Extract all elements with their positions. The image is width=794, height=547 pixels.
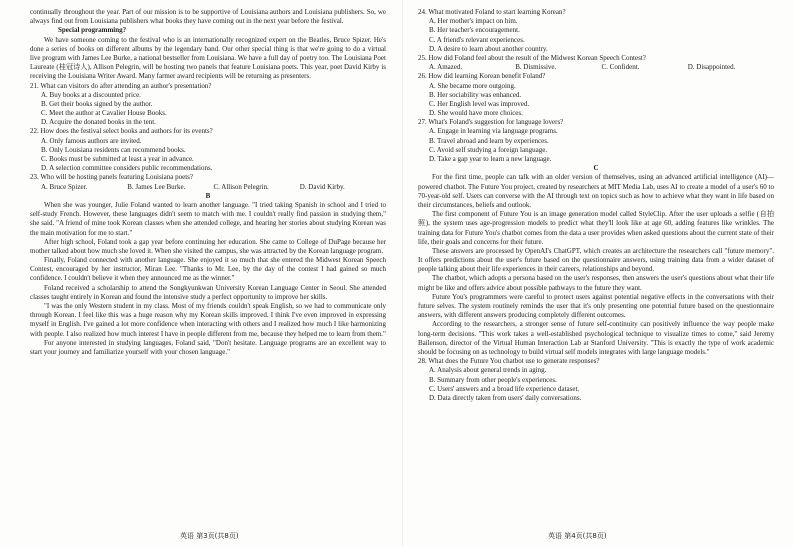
answer-option[interactable]: B. Only Louisiana residents can recommend books. xyxy=(41,145,186,154)
answer-option[interactable]: B. Travel abroad and learn by experiences. xyxy=(429,136,549,145)
answer-options-row xyxy=(30,183,386,192)
passage-c-paragraph: Future You's programmers were careful to protect users against potential negative effects in the conversations with their future selves. The system routinely reminds the user that it's only presenting one potential future based on the questionnaire answers, with different answers producing completely different outcomes. xyxy=(418,292,774,320)
passage-a-paragraph: continually throughout the year. Part of our mission is to be supportive of Louisiana authors and Louisiana publishers. So, we always find out from Louisiana publishers what books they have coming out in the next year before the festival. xyxy=(30,8,386,26)
passage-b-paragraph: Finally, Foland connected with another language. She enjoyed it so much that she entered the Midwest Korean Speech Contest, encouraged by her instructor, Miran Lee. "Thanks to Mr. Lee, by the day of the contest I had gained so much confidence. I couldn't believe it when they announced me as the winner." xyxy=(30,256,386,283)
answer-option[interactable]: C. Books must be submitted at least a year in advance. xyxy=(41,155,194,163)
passage-b-paragraph: "I was the only Western student in my class. Most of my friends couldn't speak English, so we had to communicate only through Korean. I feel like this was a huge reason why my Korean skills improved. I think I've even improved in expressing myself in English. I've gained a lot more confidence when interacting with others and I realized how much I like harmonizing with people. I also realized how much interest I have in people different from me, because they helped me to learn from them." xyxy=(30,302,386,338)
answer-option[interactable]: D. Data directly taken from users' daily conversations. xyxy=(429,393,582,402)
answer-option[interactable]: C. Meet the author at Cavalier House Books. xyxy=(41,109,167,118)
answer-option[interactable]: A. Engage in learning via language programs. xyxy=(429,127,558,136)
answer-option[interactable]: D. A desire to learn about another country. xyxy=(429,44,548,53)
passage-c-paragraph: The chatbot, which adopts a persona based on the user's responses, then answers the user's questions about what their life might be like and offers advice about possible pathways to the future they want. xyxy=(418,274,774,292)
answer-option[interactable]: A. Buy books at a discounted price. xyxy=(41,90,141,99)
answer-option[interactable]: B. James Lee Burke. xyxy=(127,182,186,191)
answer-option[interactable]: B. Her teacher's encouragement. xyxy=(429,26,520,35)
answer-option[interactable]: C. Users' answers and a broad life experience dataset. xyxy=(429,384,580,393)
answer-option[interactable]: B. Summary from other people's experiences. xyxy=(429,375,557,384)
right-text-block xyxy=(418,8,774,403)
page-gutter xyxy=(402,0,403,547)
question-23: 23. Who will be hosting panels featuring Louisiana poets? xyxy=(30,173,193,182)
passage-b-paragraph: Foland received a scholarship to attend the Songkyunkwan University Korean Language Center in Seoul. She attended classes taught entirely in Korean and found the intensive study a perfect opportunity to improve her skills. xyxy=(30,283,386,301)
passage-c-paragraph: The first component of Future You is an image generation model called StyleClip. After the user uploads a selfie (自拍照), the system uses age-progression models to predict what they'll look like at age 60, adding features like wrinkles. The training data for Future You's chatbot comes from the data a user provides when asked questions about the current state of their life, their goals and concerns for their future. xyxy=(418,210,774,246)
answer-option[interactable]: A. Analysis about general trends in aging. xyxy=(429,366,547,375)
answer-option[interactable]: D. David Kirby. xyxy=(299,182,345,191)
left-page xyxy=(30,8,386,530)
answer-option[interactable]: C. Her English level was improved. xyxy=(429,99,530,108)
answer-option[interactable]: A. Her mother's impact on him. xyxy=(429,17,518,26)
passage-b-paragraph: When she was younger, Julie Foland wanted to learn another language. "I tried taking Spanish in school and I tried to self-study French. However, these languages didn't seem to match with me. I couldn't really find passion in studying them," she said. "A friend of mine took Korean classes when she attended college, and hearing her stories about studying Korean was the main motivation for me to start." xyxy=(30,200,386,237)
question-24: 24. What motivated Foland to start learning Korean? xyxy=(418,8,566,16)
right-page xyxy=(418,8,774,530)
question-28: 28. What does the Future You chatbot use to generate responses? xyxy=(418,357,600,366)
answer-options-row xyxy=(418,63,774,72)
question-22: 22. How does the festival select books and authors for its events? xyxy=(30,127,213,136)
answer-option[interactable]: D. She would have more choices. xyxy=(429,109,523,118)
answer-option[interactable]: A. Only famous authors are invited. xyxy=(41,136,142,145)
question-27: 27. What's Foland's suggestion for language lovers? xyxy=(418,118,564,127)
answer-option[interactable]: A. She became more outgoing. xyxy=(429,81,516,90)
answer-option[interactable]: C. Allison Pelegrin. xyxy=(213,182,269,191)
answer-option[interactable]: D. Disappointed. xyxy=(687,63,736,72)
page-footer-left: 英语 第3页(共8页) xyxy=(180,532,239,540)
section-letter-c: C xyxy=(593,164,599,173)
answer-option[interactable]: B. Her sociability was enhanced. xyxy=(429,90,522,99)
passage-c-paragraph: These answers are processed by OpenAI's ChatGPT, which creates an architecture the researchers call "future memory". It offers predictions about the user's future based on the questionnaire answers, using training data from a wider dataset of people talking about their life experiences in their careers, relationships and beyond. xyxy=(418,246,774,274)
answer-option[interactable]: D. Acquire the donated books in the tent. xyxy=(41,118,156,127)
answer-option[interactable]: B. Get their books signed by the author. xyxy=(41,99,153,108)
question-26: 26. How did learning Korean benefit Foland? xyxy=(418,72,546,81)
answer-option[interactable]: A. Bruce Spizer. xyxy=(41,182,88,191)
answer-option[interactable]: C. Avoid self studying a foreign language. xyxy=(429,145,548,154)
question-21: 21. What can visitors do after attending an author's presentation? xyxy=(30,81,212,90)
answer-option[interactable]: D. Take a gap year to learn a new language. xyxy=(429,155,552,163)
section-heading: Special programming? xyxy=(58,26,127,35)
passage-c-paragraph: According to the researchers, a stronger sense of future self-continuity can positively influence the way people make long-term decisions. "This work takes a well-established psychological technique to visualize times to come," said Jeremy Bailenson, director of the Virtual Human Interaction Lab at Stanford University. "This is exactly the type of work academic should be focusing on as technology to build virtual self models integrates with large language models." xyxy=(418,320,774,356)
left-text-block xyxy=(30,8,386,357)
answer-option[interactable]: A. Amazed. xyxy=(429,63,463,72)
passage-b-paragraph: For anyone interested in studying languages, Foland said, "Don't hesitate. Language programs are an excellent way to start your journey and familiarize yourself with your chosen language." xyxy=(30,338,386,356)
page-footer-right: 英语 第4页(共8页) xyxy=(548,532,607,540)
passage-a-paragraph: We have someone coming to the festival who is an internationally recognized expert on the Beatles, Bruce Spizer. He's done a series of books on different albums by the legendary band. Our other special thing is that we're going to do a virtual live program with James Lee Burke, a national bestseller from Louisiana. We have a full day of poetry too. The Louisiana Poet Laureate (桂冠诗人), Allison Pelegrin, will be hosting two panels that feature Louisiana poets. This year, poet David Kirby is receiving the Louisiana Writer Award. Many farmer award recipients will be returning as presenters. xyxy=(30,35,386,81)
question-25: 25. How did Foland feel about the result of the Midwest Korean Speech Contest? xyxy=(418,53,646,62)
answer-option[interactable]: B. Dismissive. xyxy=(515,63,557,72)
passage-c-paragraph: For the first time, people can talk with an older version of themselves, using an advanced artificial intelligence (AI)—powered chatbot. The Future You project, created by researchers at MIT Media Lab, uses AI to create a model of a user's 60 to 70-year-old self. Users can converse with the AI through text on topics such as how to achieve what they want in life based on their circumstances, beliefs and outlook. xyxy=(418,173,774,209)
section-letter-b: B xyxy=(205,191,211,200)
passage-b-paragraph: After high school, Foland took a gap year before continuing her education. She came to College of DuPage because her mother talked about how much she loved it. When she visited the campus, she was attracted by the Korean language program. xyxy=(30,237,386,255)
answer-option[interactable]: D. A selection committee considers public recommendations. xyxy=(41,164,213,173)
answer-option[interactable]: C. Confident. xyxy=(601,63,640,72)
answer-option[interactable]: C. A friend's relevant experiences. xyxy=(429,35,525,44)
